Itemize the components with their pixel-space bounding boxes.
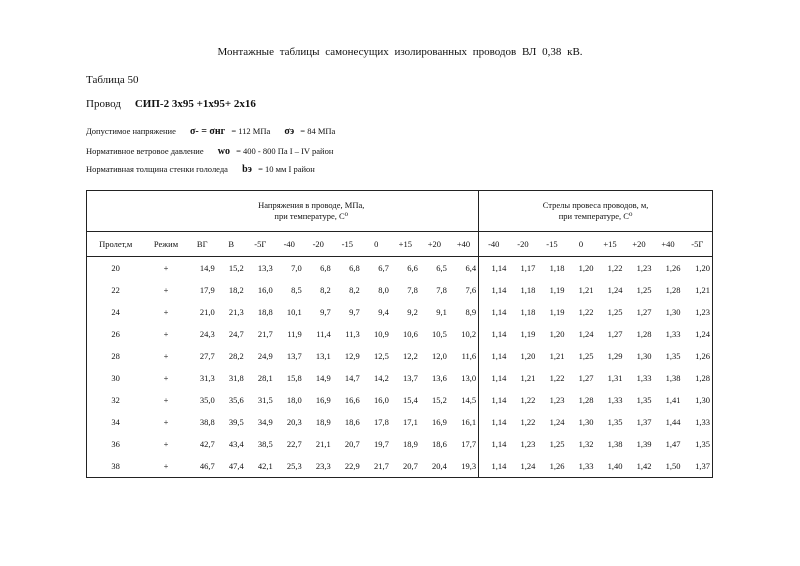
table-cell: + [144,455,187,478]
table-cell: 1,23 [549,395,565,405]
table-cell: 22 [87,279,145,301]
table-cell: 6,6 [407,263,418,273]
table-cell: + [163,395,169,405]
table-cell: 1,25 [607,307,623,317]
table-cell: 15,8 [286,373,302,383]
table-cell: 7,6 [465,285,477,295]
table-cell: 23,3 [304,455,333,478]
table-cell: 1,25 [578,351,594,361]
table-number: Таблица 50 [86,74,139,86]
param-stress [86,126,335,137]
table-cell: 18,9 [402,439,418,449]
table-cell: 1,41 [665,395,681,405]
param-label: Нормативное ветровое давление [86,146,204,156]
table-cell: 1,35 [636,395,652,405]
mounting-table [86,190,713,478]
table-cell: 1,18 [520,285,536,295]
table-cell: 8,2 [320,285,331,295]
table-cell: 46,7 [188,455,217,478]
table-cell: 1,22 [549,373,565,383]
table-cell: 1,33 [607,395,623,405]
table-cell: 1,35 [665,351,681,361]
table-cell: 1,30 [683,389,713,411]
column-header: -5Г [246,232,275,257]
table-cell: 12,0 [431,351,447,361]
table-cell: 1,21 [520,373,536,383]
table-cell: 1,24 [578,329,594,339]
table-cell: 7,8 [407,285,418,295]
table-cell: 8,9 [465,307,477,317]
group-header-row [87,191,713,232]
table-cell: 1,28 [683,367,713,389]
table-row [87,257,713,280]
table-cell: 28,1 [257,373,273,383]
table-cell: + [163,307,169,317]
column-header: -5Г [683,232,713,257]
table-cell: 17,7 [461,439,477,449]
table-cell: 10,5 [431,329,447,339]
table-cell: 31,8 [228,373,244,383]
table-cell: 30 [87,367,145,389]
table-cell: 1,39 [636,439,652,449]
table-cell: 1,44 [665,417,681,427]
table-cell: 18,2 [228,285,244,295]
table-cell: 14,9 [315,373,331,383]
table-cell: 20,7 [391,455,420,478]
table-cell: 20 [87,257,145,280]
column-header: -15 [537,232,566,257]
table-row [87,411,713,433]
table-cell: 1,47 [665,439,681,449]
table-cell: 24,9 [257,351,273,361]
table-cell: 10,1 [286,307,302,317]
table-cell: 18,6 [431,439,447,449]
table-cell: 1,14 [479,345,509,367]
table-cell: 26 [87,323,145,345]
table-cell: 9,2 [407,307,418,317]
table-cell: 13,7 [402,373,418,383]
table-cell: 27,7 [199,351,215,361]
table-cell: 1,14 [479,411,509,433]
table-cell: 1,22 [520,417,536,427]
table-cell: 1,22 [520,395,536,405]
table-cell: 1,24 [607,285,623,295]
table-cell: 1,14 [479,323,509,345]
table-cell: 1,26 [537,455,566,478]
table-cell: 1,24 [508,455,537,478]
table-cell: 8,5 [291,285,302,295]
table-cell: 6,4 [465,263,477,273]
table-cell: 1,19 [549,307,565,317]
table-cell: 39,5 [228,417,244,427]
table-cell: 24,3 [199,329,215,339]
table-cell: 14,5 [461,395,477,405]
table-cell: 34 [87,411,145,433]
column-header-row [87,232,713,257]
table-cell: 1,20 [520,351,536,361]
table-cell: 11,4 [316,329,331,339]
table-cell: 21,0 [199,307,215,317]
table-cell: 7,8 [436,285,447,295]
table-cell: 18,9 [315,417,331,427]
wire-line [86,98,256,110]
table-cell: + [163,263,169,273]
table-cell: 1,37 [683,455,713,478]
table-cell: + [163,373,169,383]
table-cell: 19,3 [449,455,479,478]
table-cell: 9,1 [436,307,447,317]
table-cell: 9,7 [349,307,360,317]
table-cell: 6,5 [436,263,447,273]
table-cell: 1,24 [549,417,565,427]
table-row [87,323,713,345]
table-cell: 32 [87,389,145,411]
table-cell: 1,30 [665,307,681,317]
table-cell: 1,18 [520,307,536,317]
table-cell: + [163,329,169,339]
table-row [87,389,713,411]
column-header: -15 [333,232,362,257]
table-cell: 1,27 [636,307,652,317]
table-cell: 1,40 [595,455,624,478]
table-cell: 1,38 [607,439,623,449]
column-header: -20 [508,232,537,257]
wire-name: СИП-2 3х95 +1х95+ 2х16 [134,98,256,110]
table-cell: 42,1 [246,455,275,478]
table-cell: 21,7 [362,455,391,478]
table-cell: 11,6 [461,351,477,361]
table-row [87,367,713,389]
table-cell: 20,4 [420,455,449,478]
table-cell: 1,17 [520,263,536,273]
column-header: -20 [304,232,333,257]
table-cell: 1,27 [607,329,623,339]
table-cell: 10,6 [402,329,418,339]
param-value: = 112 МПа [231,126,271,136]
table-cell: 1,14 [479,301,509,323]
table-cell: 34,9 [257,417,273,427]
table-cell: 1,32 [578,439,594,449]
table-cell: 1,20 [578,263,594,273]
param-value-2: = 84 МПа [300,126,336,136]
table-cell: 1,19 [549,285,565,295]
table-cell: 36 [87,433,145,455]
table-cell: 8,0 [378,285,389,295]
table-cell: 13,6 [431,373,447,383]
table-cell: 15,4 [402,395,418,405]
table-cell: 12,9 [344,351,360,361]
column-header: +15 [391,232,420,257]
table-cell: 12,5 [373,351,389,361]
column-header: +20 [420,232,449,257]
table-cell: 1,22 [578,307,594,317]
column-header: +15 [595,232,624,257]
table-cell: 1,38 [665,373,681,383]
param-value: = 400 - 800 Па I – IV район [236,146,334,156]
table-cell: 14,9 [199,263,215,273]
table-cell: 6,8 [320,263,331,273]
column-header: В [217,232,246,257]
table-row [87,345,713,367]
table-cell: 1,42 [624,455,653,478]
table-cell: 17,9 [199,285,215,295]
table-cell: 1,14 [479,389,509,411]
table-cell: 13,1 [315,351,331,361]
param-wind [86,146,333,157]
table-row [87,433,713,455]
table-cell: 20,7 [344,439,360,449]
table-cell: 21,1 [315,439,331,449]
table-cell: 1,37 [636,417,652,427]
param-symbol: σ- = σнг [189,126,226,137]
table-cell: 1,27 [578,373,594,383]
document-title: Монтажные таблицы самонесущих изолированных проводов ВЛ 0,38 кВ. [217,46,583,58]
table-cell: 16,1 [461,417,477,427]
table-cell: 1,19 [520,329,536,339]
table-cell: 43,4 [228,439,244,449]
param-symbol-2: σэ [284,126,295,137]
table-cell: 1,33 [636,373,652,383]
table-cell: 1,26 [665,263,681,273]
table-cell: 25,3 [275,455,304,478]
column-header: +40 [449,232,479,257]
column-header: 0 [362,232,391,257]
table-cell: 9,7 [320,307,331,317]
table-cell: 1,29 [607,351,623,361]
table-cell: 16,0 [373,395,389,405]
table-cell: 1,26 [683,345,713,367]
table-cell: 19,7 [373,439,389,449]
param-value: = 10 мм I район [258,164,315,174]
table-cell: 1,14 [479,279,509,301]
table-body [87,257,713,478]
table-cell: 10,9 [373,329,389,339]
table-cell: 1,23 [683,301,713,323]
table-row [87,301,713,323]
table-cell: 1,28 [636,329,652,339]
table-cell: 35,6 [228,395,244,405]
param-ice [86,164,315,175]
table-cell: 1,50 [653,455,682,478]
table-cell: 20,3 [286,417,302,427]
table-cell: 24,7 [228,329,244,339]
table-row [87,455,713,478]
table-cell: 1,14 [479,257,509,280]
column-header: Режим [144,232,187,257]
table-cell: 21,3 [228,307,244,317]
table-cell: 28,2 [228,351,244,361]
table-cell: 1,21 [683,279,713,301]
table-cell: 18,0 [286,395,302,405]
table-cell: + [163,417,169,427]
table-cell: 1,25 [549,439,565,449]
table-cell: 1,33 [566,455,595,478]
table-cell: 47,4 [217,455,246,478]
table-cell: 1,33 [665,329,681,339]
table-cell: 8,2 [349,285,360,295]
table-cell: 1,30 [636,351,652,361]
table-cell: 13,7 [286,351,302,361]
table-cell: 14,7 [344,373,360,383]
table-cell: 28 [87,345,145,367]
table-cell: 1,18 [549,263,565,273]
table-cell: 1,23 [636,263,652,273]
table-cell: 10,2 [461,329,477,339]
table-cell: 1,20 [549,329,565,339]
sag-group-header: Стрелы провеса проводов, м, при температуре, С⁰ [479,191,713,232]
table-cell: 1,35 [683,433,713,455]
param-symbol: bэ [242,164,252,175]
table-cell: 15,2 [228,263,244,273]
stress-group-header: Напряжения в проводе, МПа, при температуре, С⁰ [144,191,478,232]
table-cell: 1,35 [607,417,623,427]
table-cell: 18,8 [257,307,273,317]
table-cell: 24 [87,301,145,323]
column-header: ВГ [188,232,217,257]
param-label: Допустимое напряжение [86,126,176,136]
table-cell: 1,28 [578,395,594,405]
table-cell: 6,7 [378,263,389,273]
table-cell: 6,8 [349,263,360,273]
table-cell: 38 [87,455,145,478]
table-cell: + [163,439,169,449]
column-header: -40 [479,232,509,257]
table-cell: + [163,285,169,295]
table-cell: 1,14 [479,367,509,389]
column-header: -40 [275,232,304,257]
table-cell: 1,31 [607,373,623,383]
table-cell: + [163,351,169,361]
table-cell: 21,7 [257,329,273,339]
param-symbol: wо [217,146,230,157]
table-cell: 1,33 [683,411,713,433]
param-label: Нормативная толщина стенки гололеда [86,164,228,174]
table-cell: 1,14 [479,455,509,478]
table-cell: 1,30 [578,417,594,427]
table-cell: 31,5 [257,395,273,405]
table-cell: 38,8 [199,417,215,427]
table-cell: 22,9 [333,455,362,478]
table-cell: 11,9 [287,329,302,339]
wire-label: Провод [86,98,121,110]
table-cell: 15,2 [431,395,447,405]
table-cell: 16,9 [315,395,331,405]
table-cell: 17,1 [402,417,418,427]
column-header: 0 [566,232,595,257]
table-cell: 31,3 [199,373,215,383]
table-cell: 9,4 [378,307,389,317]
table-cell: 22,7 [286,439,302,449]
table-cell: 18,6 [344,417,360,427]
table-cell: 14,2 [373,373,389,383]
table-cell: 1,25 [636,285,652,295]
column-header: +20 [624,232,653,257]
table-cell: 13,3 [257,263,273,273]
table-cell: 1,21 [549,351,565,361]
table-cell: 11,3 [345,329,360,339]
table-cell: 16,0 [257,285,273,295]
table-cell: 13,0 [461,373,477,383]
table-cell: 12,2 [402,351,418,361]
table-cell: 16,6 [344,395,360,405]
table-cell: 7,0 [291,263,302,273]
table-cell: 1,23 [520,439,536,449]
table-cell: 42,7 [199,439,215,449]
table-cell: 1,21 [578,285,594,295]
table-cell: 1,24 [683,323,713,345]
table-cell: 1,20 [683,257,713,280]
table-cell: 16,9 [431,417,447,427]
table-row [87,279,713,301]
table-cell: 1,22 [607,263,623,273]
column-header: Пролет,м [87,232,145,257]
table-cell: 17,8 [373,417,389,427]
column-header: +40 [653,232,682,257]
table-cell: 1,14 [479,433,509,455]
table-cell: 35,0 [199,395,215,405]
table-cell: 38,5 [257,439,273,449]
table-cell: 1,28 [665,285,681,295]
